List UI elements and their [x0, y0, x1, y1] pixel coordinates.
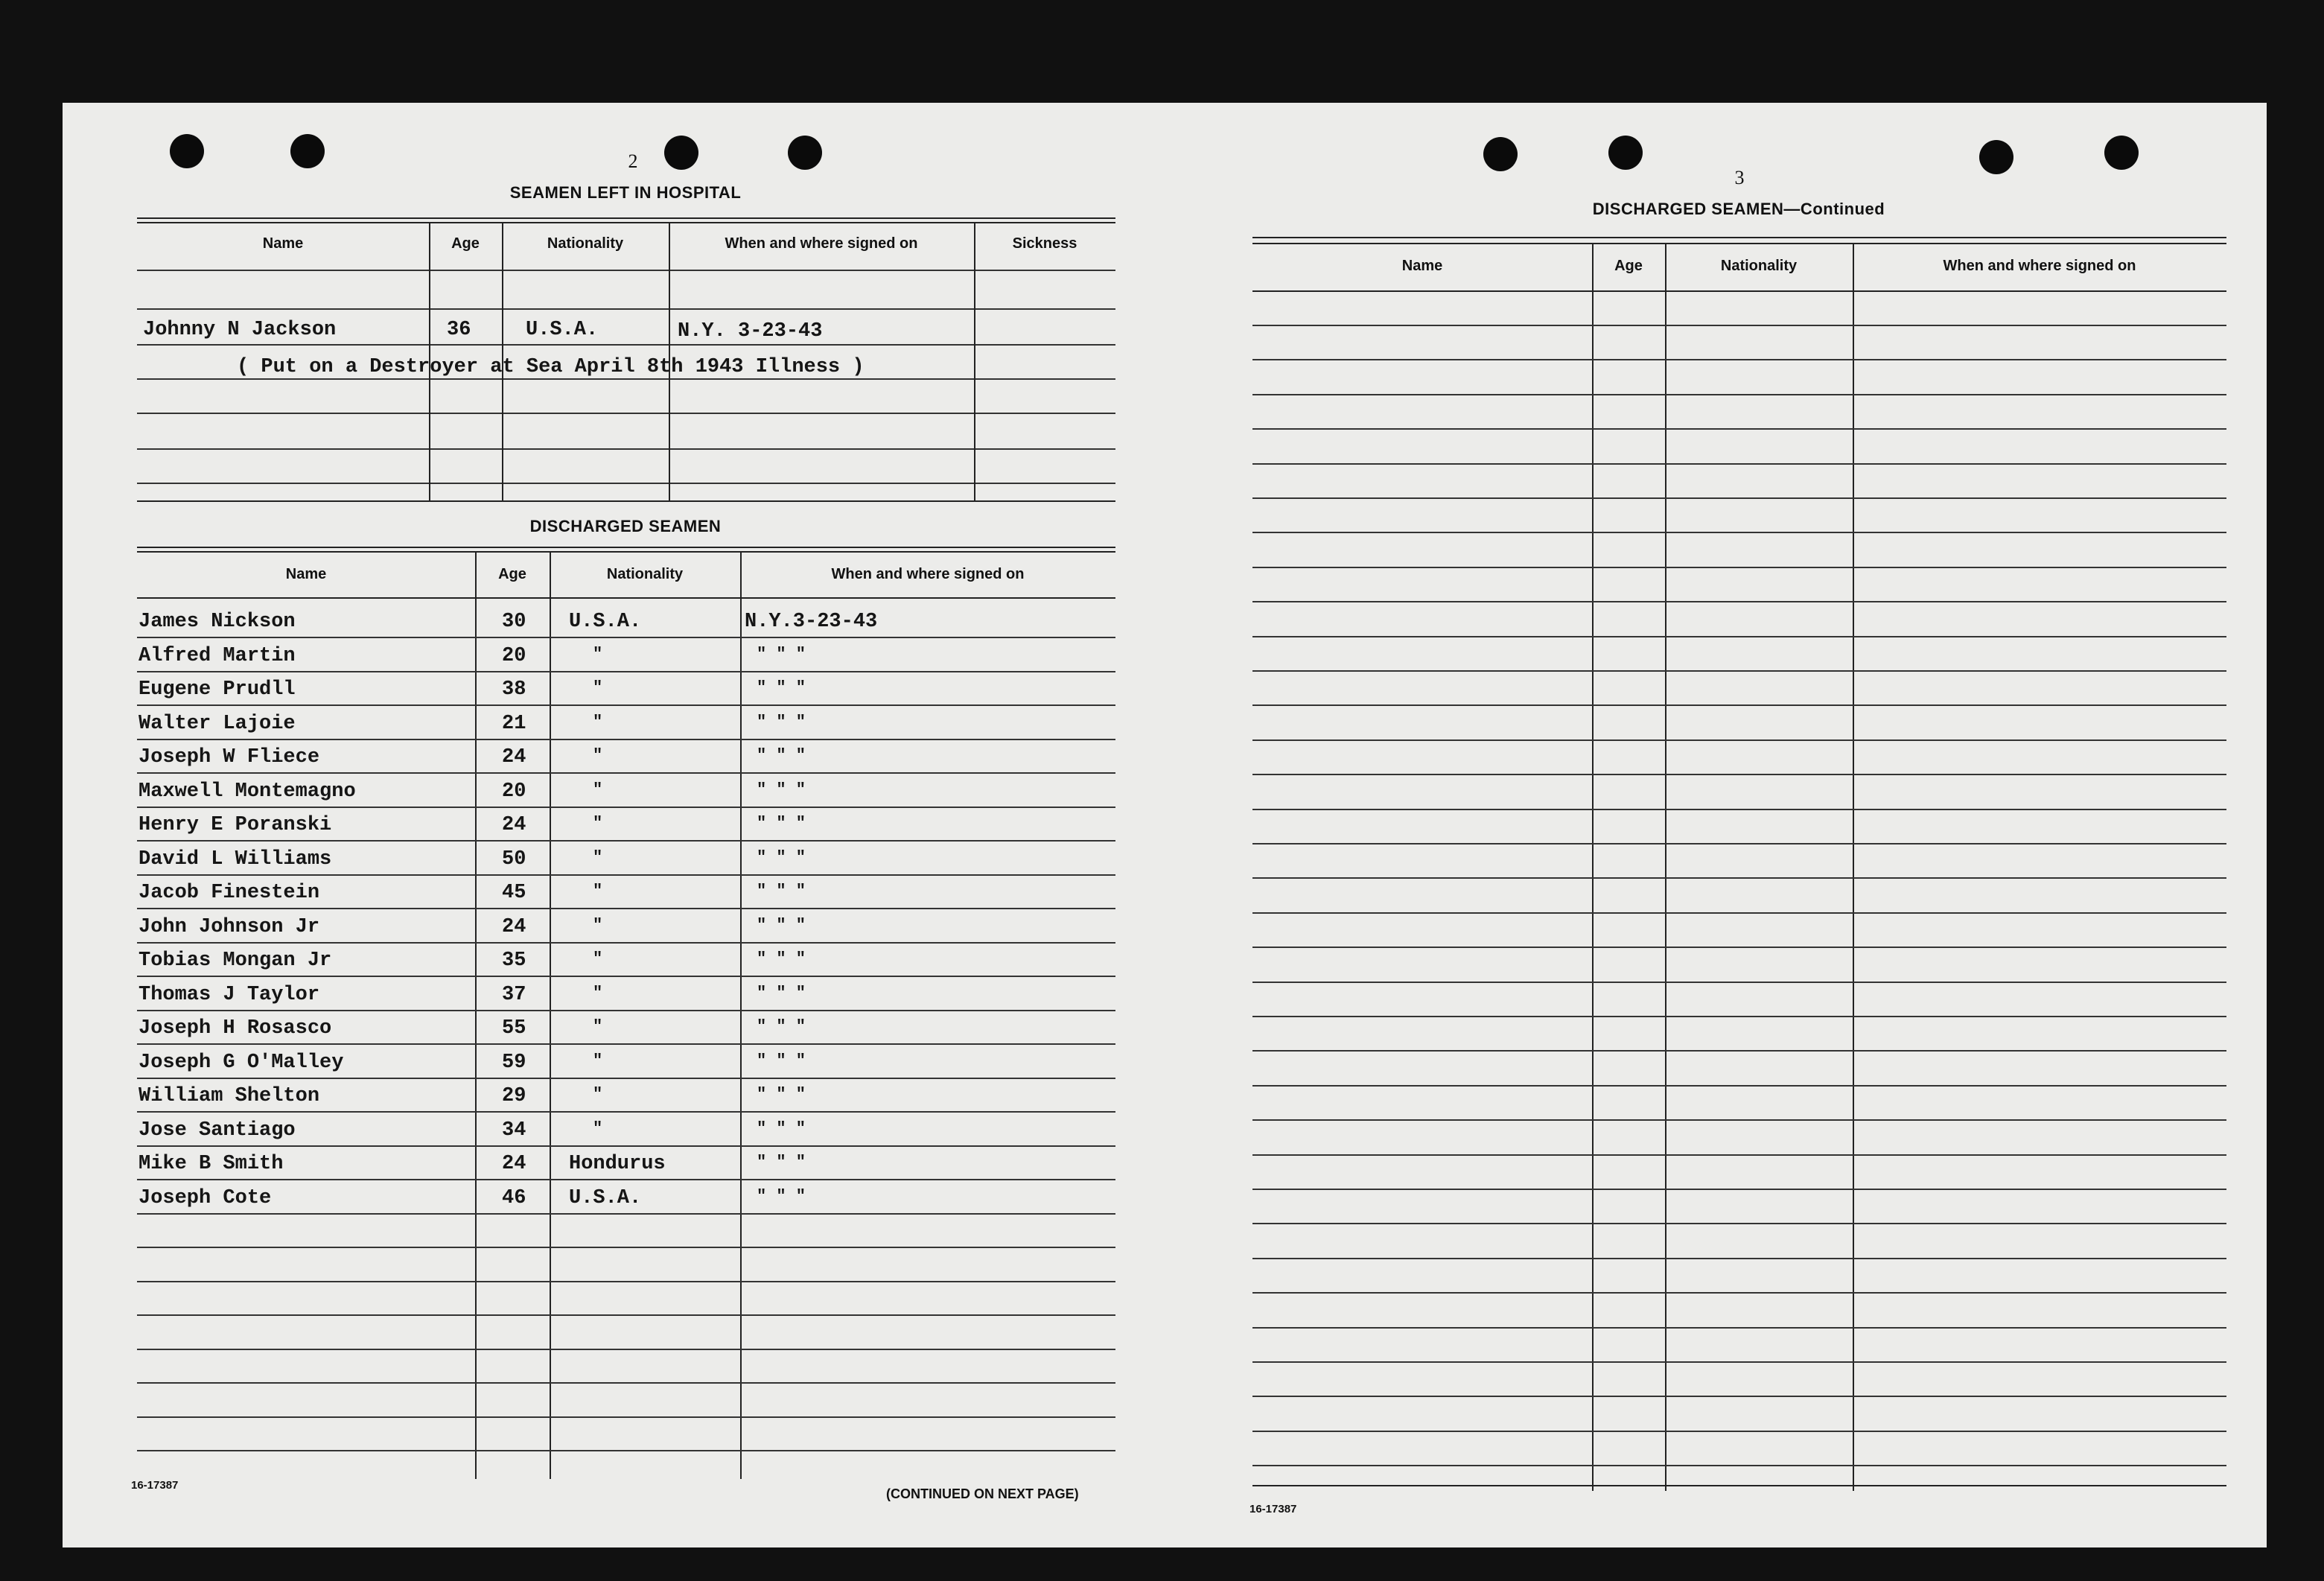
- seaman-age: 50: [502, 848, 526, 871]
- seaman-nationality: ": [593, 949, 603, 968]
- table-rule: [137, 597, 1115, 599]
- seaman-age: 37: [502, 984, 526, 1006]
- binder-hole: [1608, 136, 1643, 170]
- table-rule: [137, 413, 1115, 414]
- hospital-entry-nationality: U.S.A.: [526, 319, 599, 341]
- seaman-signed-on: " " ": [757, 1153, 806, 1171]
- seaman-name: Jacob Finestein: [139, 882, 320, 904]
- table-rule: [1252, 237, 2226, 238]
- table-rule: [137, 1213, 1115, 1215]
- seaman-nationality: Hondurus: [569, 1153, 666, 1175]
- seaman-signed-on: " " ": [757, 1052, 806, 1070]
- seaman-age: 46: [502, 1187, 526, 1209]
- table-rule: [137, 739, 1115, 740]
- seaman-signed-on: " " ": [757, 780, 806, 799]
- column-header-name: Name: [1401, 258, 1443, 274]
- table-rule: [1252, 394, 2226, 395]
- seaman-nationality: ": [593, 1119, 603, 1138]
- table-rule: [1252, 1189, 2226, 1190]
- table-rule: [137, 547, 1115, 548]
- column-divider: [550, 551, 551, 1479]
- seaman-signed-on: " " ": [757, 949, 806, 968]
- hospital-entry-name: Johnny N Jackson: [143, 319, 337, 341]
- column-header-nationality: Nationality: [606, 566, 684, 582]
- seaman-nationality: ": [593, 848, 603, 867]
- seaman-name: Mike B Smith: [139, 1153, 284, 1175]
- column-header-signed-on: When and where signed on: [725, 235, 918, 252]
- column-header-age: Age: [1614, 258, 1643, 274]
- table-rule: [137, 270, 1115, 271]
- column-header-signed-on: When and where signed on: [1943, 258, 2136, 274]
- form-number: 16-17387: [1249, 1503, 1297, 1515]
- seaman-signed-on: " " ": [757, 746, 806, 765]
- table-rule: [1252, 670, 2226, 672]
- page-number: 3: [1734, 167, 1745, 188]
- seaman-name: Henry E Poranski: [139, 814, 332, 836]
- seaman-name: Joseph Cote: [139, 1187, 272, 1209]
- seaman-age: 55: [502, 1017, 526, 1040]
- table-rule: [1252, 1223, 2226, 1224]
- table-rule: [137, 1416, 1115, 1418]
- form-number: 16-17387: [131, 1479, 179, 1492]
- table-rule: [1252, 1154, 2226, 1156]
- column-divider: [1853, 243, 1854, 1491]
- table-rule: [137, 1349, 1115, 1350]
- table-rule: [1252, 843, 2226, 844]
- seaman-age: 38: [502, 678, 526, 701]
- table-rule: [137, 942, 1115, 944]
- seaman-nationality: ": [593, 916, 603, 935]
- seaman-name: James Nickson: [139, 611, 296, 633]
- column-header-name: Name: [262, 235, 304, 252]
- seaman-nationality: ": [593, 814, 603, 833]
- table-rule: [1252, 704, 2226, 706]
- table-rule: [1252, 497, 2226, 499]
- seaman-age: 24: [502, 814, 526, 836]
- seaman-age: 59: [502, 1052, 526, 1074]
- seaman-signed-on: " " ": [757, 713, 806, 731]
- table-rule: [137, 874, 1115, 876]
- seaman-signed-on: " " ": [757, 645, 806, 664]
- table-rule: [1252, 774, 2226, 775]
- table-rule: [1252, 290, 2226, 292]
- continued-note: (CONTINUED ON NEXT PAGE): [886, 1486, 1079, 1501]
- seaman-age: 30: [502, 611, 526, 633]
- seaman-signed-on: " " ": [757, 814, 806, 833]
- seaman-nationality: ": [593, 882, 603, 900]
- table-rule: [137, 1010, 1115, 1011]
- table-rule: [137, 637, 1115, 638]
- page-number: 2: [628, 150, 638, 172]
- seaman-age: 20: [502, 645, 526, 667]
- table-rule: [1252, 243, 2226, 244]
- table-rule: [137, 448, 1115, 450]
- seaman-age: 20: [502, 780, 526, 803]
- seaman-name: William Shelton: [139, 1085, 320, 1107]
- binder-hole: [170, 134, 204, 168]
- table-rule: [137, 1247, 1115, 1248]
- seaman-age: 21: [502, 713, 526, 735]
- discharged-section-title: DISCHARGED SEAMEN: [529, 517, 722, 535]
- table-rule: [1252, 877, 2226, 879]
- table-rule: [137, 217, 1115, 219]
- binder-hole: [1979, 140, 2013, 174]
- table-rule: [1252, 1485, 2226, 1486]
- right-page-title: DISCHARGED SEAMEN—Continued: [1592, 200, 1885, 218]
- table-rule: [1252, 463, 2226, 465]
- column-divider: [1665, 243, 1666, 1491]
- table-rule: [1252, 1361, 2226, 1363]
- hospital-entry-age: 36: [447, 319, 471, 341]
- column-divider: [974, 222, 975, 500]
- seaman-nationality: U.S.A.: [569, 611, 642, 633]
- seaman-signed-on: " " ": [757, 1017, 806, 1036]
- table-rule: [137, 551, 1115, 553]
- column-divider: [740, 551, 742, 1479]
- seaman-nationality: ": [593, 678, 603, 697]
- seaman-name: Alfred Martin: [139, 645, 296, 667]
- table-rule: [137, 1145, 1115, 1147]
- column-header-nationality: Nationality: [1720, 258, 1798, 274]
- seaman-signed-on: " " ": [757, 882, 806, 900]
- table-rule: [1252, 532, 2226, 533]
- table-rule: [1252, 1258, 2226, 1259]
- table-rule: [1252, 359, 2226, 360]
- seaman-name: Thomas J Taylor: [139, 984, 320, 1006]
- table-rule: [137, 1078, 1115, 1079]
- seaman-nationality: ": [593, 645, 603, 664]
- table-rule: [1252, 912, 2226, 914]
- seaman-age: 45: [502, 882, 526, 904]
- column-header-age: Age: [451, 235, 480, 252]
- table-rule: [137, 840, 1115, 842]
- column-divider: [1592, 243, 1594, 1491]
- binder-hole: [2104, 136, 2139, 170]
- binder-hole: [788, 136, 822, 170]
- table-rule: [137, 976, 1115, 977]
- table-rule: [1252, 1016, 2226, 1017]
- hospital-entry-note: ( Put on a Destroyer at Sea April 8th 1943 Illness ): [237, 356, 865, 378]
- table-rule: [1252, 947, 2226, 948]
- binder-hole: [1483, 137, 1518, 171]
- seaman-nationality: ": [593, 780, 603, 799]
- seaman-nationality: ": [593, 1085, 603, 1104]
- binder-hole: [290, 134, 325, 168]
- seaman-nationality: U.S.A.: [569, 1187, 642, 1209]
- table-rule: [1252, 1119, 2226, 1121]
- seaman-nationality: ": [593, 746, 603, 765]
- table-rule: [1252, 1327, 2226, 1329]
- table-rule: [137, 344, 1115, 346]
- column-header-nationality: Nationality: [547, 235, 624, 252]
- table-rule: [1252, 1431, 2226, 1432]
- table-rule: [137, 704, 1115, 706]
- seaman-name: John Johnson Jr: [139, 916, 320, 938]
- column-header-signed-on: When and where signed on: [831, 566, 1025, 582]
- hospital-entry-signed-on: N.Y. 3-23-43: [678, 320, 823, 343]
- seaman-nationality: ": [593, 713, 603, 731]
- column-header-age: Age: [498, 566, 526, 582]
- table-rule: [1252, 739, 2226, 741]
- hospital-section-title: SEAMEN LEFT IN HOSPITAL: [509, 183, 742, 202]
- table-rule: [1252, 1292, 2226, 1294]
- table-rule: [137, 222, 1115, 223]
- seaman-age: 35: [502, 949, 526, 972]
- seaman-age: 34: [502, 1119, 526, 1142]
- seaman-signed-on: " " ": [757, 678, 806, 697]
- table-rule: [137, 1179, 1115, 1180]
- seaman-signed-on: " " ": [757, 848, 806, 867]
- table-rule: [137, 308, 1115, 310]
- binder-hole: [664, 136, 698, 170]
- seaman-name: Jose Santiago: [139, 1119, 296, 1142]
- seaman-signed-on: " " ": [757, 984, 806, 1002]
- seaman-nationality: ": [593, 984, 603, 1002]
- document-sheet: [63, 103, 2267, 1547]
- table-rule: [1252, 1085, 2226, 1087]
- table-rule: [1252, 428, 2226, 430]
- seaman-nationality: ": [593, 1052, 603, 1070]
- seaman-age: 29: [502, 1085, 526, 1107]
- table-rule: [137, 807, 1115, 808]
- table-rule: [1252, 601, 2226, 602]
- table-rule: [1252, 567, 2226, 568]
- table-rule: [137, 1043, 1115, 1045]
- seaman-nationality: ": [593, 1017, 603, 1036]
- table-rule: [1252, 809, 2226, 810]
- seaman-name: Joseph W Fliece: [139, 746, 320, 769]
- table-rule: [137, 1450, 1115, 1451]
- table-rule: [1252, 1396, 2226, 1397]
- column-header-sickness: Sickness: [1012, 235, 1077, 252]
- seaman-name: Walter Lajoie: [139, 713, 296, 735]
- table-rule: [137, 1382, 1115, 1384]
- seaman-signed-on: " " ": [757, 1085, 806, 1104]
- seaman-signed-on: " " ": [757, 1187, 806, 1206]
- table-rule: [137, 378, 1115, 380]
- table-rule: [1252, 325, 2226, 326]
- seaman-name: Eugene Prudll: [139, 678, 296, 701]
- table-rule: [137, 1281, 1115, 1282]
- column-divider: [475, 551, 477, 1479]
- seaman-signed-on: " " ": [757, 1119, 806, 1138]
- seaman-signed-on: " " ": [757, 916, 806, 935]
- table-rule: [1252, 982, 2226, 983]
- table-rule: [1252, 636, 2226, 637]
- seaman-name: Joseph H Rosasco: [139, 1017, 332, 1040]
- table-rule: [137, 671, 1115, 672]
- seaman-name: Maxwell Montemagno: [139, 780, 356, 803]
- seaman-name: Tobias Mongan Jr: [139, 949, 332, 972]
- table-rule: [137, 500, 1115, 502]
- seaman-age: 24: [502, 746, 526, 769]
- table-rule: [137, 772, 1115, 774]
- table-rule: [137, 1111, 1115, 1113]
- column-header-name: Name: [285, 566, 327, 582]
- table-rule: [1252, 1050, 2226, 1052]
- table-rule: [137, 1314, 1115, 1316]
- seaman-age: 24: [502, 1153, 526, 1175]
- seaman-name: David L Williams: [139, 848, 332, 871]
- seaman-age: 24: [502, 916, 526, 938]
- seaman-signed-on: N.Y.3-23-43: [745, 611, 878, 633]
- table-rule: [137, 908, 1115, 909]
- table-rule: [137, 483, 1115, 484]
- seaman-name: Joseph G O'Malley: [139, 1052, 344, 1074]
- table-rule: [1252, 1465, 2226, 1466]
